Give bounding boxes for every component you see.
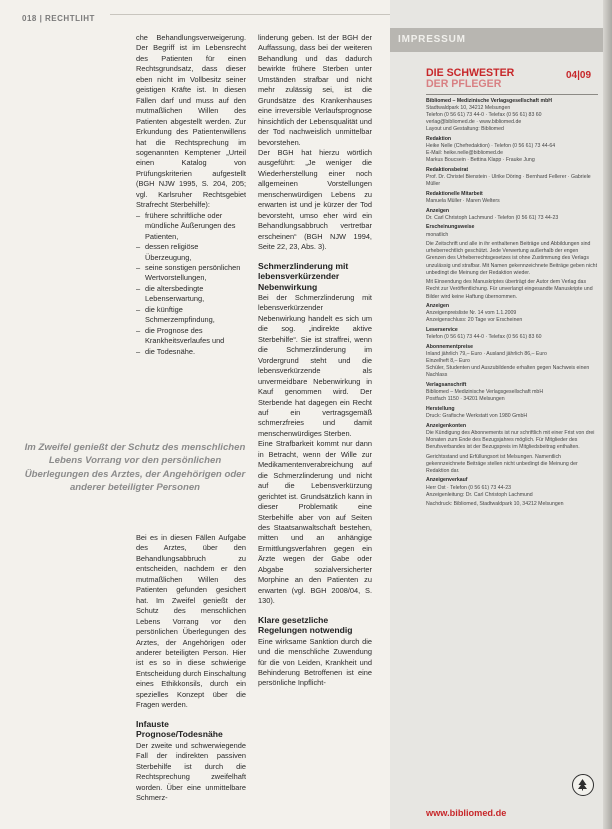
impressum-section-heading: Verlagsanschrift	[426, 381, 467, 388]
list-item: – frühere schriftliche oder mündliche Äußerungen des Patienten,	[136, 211, 246, 242]
magazine-title	[426, 68, 514, 90]
impressum-section	[426, 279, 598, 300]
impressum-section	[426, 136, 598, 164]
article-column-middle	[258, 33, 372, 689]
impressum-section-heading: Erscheinungsweise	[426, 224, 475, 231]
impressum-section	[426, 477, 598, 498]
magazine-title-line: DER PFLEGER	[426, 78, 502, 90]
body-paragraph: che Behandlungsverweigerung. Der Begriff ist im Lebensrecht des Patienten für einen Rechtsgrundsatz, dass dieser eben nicht im Vollbesitz seiner geistigen Kräfte ist. In diesen Fällen darf und muss auf den mutmaßlichen Willen des Patienten abgestellt werden. Zur Erkundung des Patientenwillens hat die Rechtsprechung im sogenannten Kemptener „Urteil einen Katalog von Prüfungskriterien aufgestellt (BGH NJW 1995, S. 204, 205; vgl. Karlsruher Rechtsgebiet Strafrecht Sterbehilfe):	[136, 33, 246, 210]
impressum-section-text: Nachdruck: Bibliomed, Stadtwaldpark 10, 34212 Melsungen	[426, 501, 564, 508]
impressum-section	[426, 167, 598, 188]
impressum-section	[426, 454, 598, 475]
body-paragraph: Der zweite und schwerwiegende Fall der indirekten passiven Sterbehilfe ist durch die Rechtsprechung zweifelhaft worden. Über eine unmittelbare Schmerz-	[136, 740, 246, 802]
list-item: – die künftige Schmerzempfindung,	[136, 305, 246, 326]
impressum-section	[426, 501, 598, 508]
list-item: – dessen religiöse Überzeugung,	[136, 242, 246, 263]
body-paragraph: Bei es in diesen Fällen Aufgabe des Arztes, über den Behandlungsabbruch zu entscheiden, nachdem er den mutmaßlichen Willen des Patienten gefunden gesichert hat. Im Zweifel genießt der Schutz des menschlichen Lebens Vorrang vor den persönlichen Überlegungen des Arztes, der Angehörigen oder anderer beteiligten Person. Hier ist es so in diese schwierige Entscheidung durch Einschaltung eines Ethikkonsils, durch ein spezielles Konzept über die Fragen werden.	[136, 533, 246, 710]
impressum-section	[426, 344, 598, 379]
impressum-section-heading: Herstellung	[426, 405, 455, 412]
impressum-section-heading: Redaktion	[426, 136, 452, 143]
impressum-section	[426, 241, 598, 276]
impressum-section	[426, 382, 598, 403]
list-item: – die Prognose des Krankheitsverlaufes und	[136, 326, 246, 347]
criteria-list	[136, 211, 246, 357]
impressum-label: IMPRESSUM	[398, 34, 466, 45]
impressum-sections	[426, 98, 598, 511]
impressum-section-text: Die Kündigung des Abonnements ist nur schriftlich mit einer Frist von drei Monaten zum Ende des Bezugsjahres möglich. Für Mitglieder des Berufsverbandes ist der Bezugspreis im Mitgliedsbeitrag enthalten.	[426, 429, 595, 450]
impressum-header-bar	[390, 28, 612, 52]
impressum-rule	[426, 94, 598, 95]
impressum-section-heading: Redaktionsbeirat	[426, 167, 469, 174]
issue-number: 04|09	[566, 70, 592, 81]
impressum-section-text: Inland jährlich 79,– Euro · Ausland jährlich 86,– Euro Einzelheft 8,– Euro Schüler, Studenten und Auszubildende erhalten gegen Nachweis einen Nachlass	[426, 350, 590, 379]
impressum-column	[390, 0, 612, 829]
section-heading: Klare gesetzliche Regelungen notwendig	[258, 614, 353, 636]
body-paragraph: Eine Strafbarkeit kommt nur dann in Betracht, wenn der Wille zur Medikamentenverabreichung auf die Schmerzlinderung und nicht auf die Lebensverkürzung gerichtet ist. Grundsätzlich kann in dieser Problematik eine Sterbehilfe aber von auf Seiten des Staatsanwaltschaft bestehen, mitten und an anhängige Ermittlungsverfahren gegen ein Ärzte wegen der Gabe oder Abgabe sozialversicherter Morphine an den Patienten zu erwarten (vgl. BGH 2008/04, S. 130).	[258, 439, 372, 606]
impressum-section-text: Die Zeitschrift und alle in ihr enthaltenen Beiträge und Abbildungen sind urheberrechtlich geschützt. Jede Verwertung außerhalb der engen Grenzen des Urheberrechtsgesetzes ist ohne Zustimmung des Verlags unzulässig und strafbar. Mit Namen gekennzeichnete Beiträge geben nicht unbedingt die Meinung der Redaktion wieder.	[426, 241, 598, 276]
impressum-section-heading: Anzeigen	[426, 303, 450, 310]
impressum-section-text: Dr. Carl Christoph Lachmund · Telefon (0 56 61) 73 44-23	[426, 214, 559, 221]
impressum-section-text: monatlich	[426, 231, 449, 238]
impressum-section-text: Mit Einsendung des Manuskriptes überträgt der Autor dem Verlag das Recht zur Veröffentlichung. Für unverlangt eingesandte Manuskripte und Bilder wird keine Haftung übernommen.	[426, 279, 593, 300]
list-item: – die altersbedingte Lebenserwartung,	[136, 284, 246, 305]
impressum-section	[426, 327, 598, 341]
impressum-section-text: Anzeigenpreisliste Nr. 14 vom 1.1.2009 Anzeigenschluss: 20 Tage vor Erscheinen	[426, 310, 523, 324]
page-header	[22, 8, 392, 22]
impressum-section-text: Manuela Müller · Maren Welters	[426, 198, 500, 204]
body-paragraph: linderung geben. Ist der BGH der Auffassung, dass bei der weiteren Behandlung und das dadurch bewirkte frühere Sterben unter Umständen strafbar und nicht mehr zulässig sei, ist die Grundsätze des Krankenhauses eine irreversible Verlaufsprognose hinsichtlich der Lebensqualität und der Tod nachweislich unmittelbar bevorstehen.	[258, 33, 372, 147]
article-column-left-lower	[136, 533, 246, 803]
impressum-section-text: Telefon (0 56 61) 73 44-0 · Telefax (0 56 61) 83 60	[426, 334, 542, 341]
pull-quote: Im Zweifel genießt der Schutz des menschlichen Lebens Vorrang vor den persönlichen Überlegungen des Arztes, der Angehörigen oder anderer beteiligter Personen	[24, 442, 246, 493]
magazine-title-line: DIE SCHWESTER	[426, 67, 515, 79]
section-heading: Infauste Prognose/Todesnähe	[136, 718, 223, 740]
impressum-section-text: Herr Ost · Telefon (0 56 61) 73 44-23 Anzeigenleitung: Dr. Carl Christoph Lachmund	[426, 484, 533, 498]
impressum-section-heading: Anzeigenverkauf	[426, 477, 468, 484]
impressum-section-heading: Redaktionelle Mitarbeit	[426, 190, 483, 197]
impressum-section-text: Stadtwaldpark 10, 34212 Melsungen Telefon (0 56 61) 73 44-0 · Telefax (0 56 61) 83 60 verlag@bibliomed.de · www.bibliomed.de Layout und Gestaltung: Bibliomed	[426, 105, 542, 133]
impressum-section-heading: Bibliomed – Medizinische Verlagsgesellschaft mbH	[426, 98, 552, 104]
tree-logo-icon	[576, 778, 589, 791]
impressum-section-heading: Anzeigen	[426, 207, 450, 214]
impressum-section-text: Gerichtsstand und Erfüllungsort ist Melsungen. Namentlich gekennzeichnete Beiträge stellen nicht unbedingt die Meinung der Redaktion dar.	[426, 453, 578, 474]
body-paragraph: Bei der Schmerzlinderung mit lebensverkürzender Nebenwirkung handelt es sich um die sog. „indirekte aktive Sterbehilfe“. Sie ist straffrei, wenn die Schmerzlinderung im Vordergrund steht und die lebensverkürzende als unvermeidbare Nebenwirkung in Kauf genommen wird. Der Sterbende hat dagegen ein Recht auf ein vertragsgemäß schmerzfreies und damit menschenwürdiges Sterben.	[258, 293, 372, 438]
impressum-section	[426, 98, 598, 133]
scan-edge-shadow	[603, 0, 612, 829]
impressum-section-text: Bibliomed – Medizinische Verlagsgesellschaft mbH Postfach 1150 · 34201 Melsungen	[426, 389, 544, 403]
article-column-left-upper	[136, 33, 246, 357]
body-paragraph: Der BGH hat hierzu wörtlich ausgeführt: „Je weniger die Wiederherstellung einer noch allgemeinen Vorstellungen menschenwürdigen Lebens zu erwarten ist und je kürzer der Tod bevorsteht, umso eher wird ein Behandlungsabbruch vertretbar erscheinen“ (BGH NJW 1994, Seite 22, 23, Abs. 3).	[258, 147, 372, 252]
website-link[interactable]: www.bibliomed.de	[426, 808, 507, 818]
impressum-section	[426, 224, 598, 238]
impressum-section-heading: Anzeigenkonten	[426, 422, 467, 429]
impressum-section-heading: Abonnementpreise	[426, 343, 473, 350]
impressum-section	[426, 208, 598, 222]
impressum-section	[426, 423, 598, 451]
impressum-section-text: Druck: Grafische Werkstatt von 1980 GmbH	[426, 412, 528, 419]
list-item: – die Todesnähe.	[136, 347, 246, 357]
impressum-section-text: Heike Nelle (Chefredaktion) · Telefon (0 56 61) 73 44-64 E-Mail: heike.nelle@bibliomed.de Markus Boucsein · Bettina Klapp · Frauke Jung	[426, 143, 556, 164]
header-rule	[110, 14, 390, 15]
impressum-section	[426, 191, 598, 205]
page-number-section-label: 018 | RECHTLIHT	[22, 14, 95, 23]
body-paragraph: Eine wirksame Sanktion durch die und die menschliche Zuwendung für die von Leiden, Krankheit und Behinderung Betroffenen ist eine persönliche Inpflicht-	[258, 636, 372, 688]
impressum-section	[426, 406, 598, 420]
impressum-section	[426, 303, 598, 324]
impressum-section-heading: Leserservice	[426, 327, 458, 334]
section-heading: Schmerzlinderung mit lebensverkürzender Nebenwirkung	[258, 260, 349, 292]
impressum-section-text: Prof. Dr. Christel Bienstein · Ulrike Döring · Bernhard Fellerer · Gabriele Müller	[426, 174, 591, 188]
list-item: – seine sonstigen persönlichen Wertvorstellungen,	[136, 263, 246, 284]
publisher-logo	[572, 774, 594, 796]
